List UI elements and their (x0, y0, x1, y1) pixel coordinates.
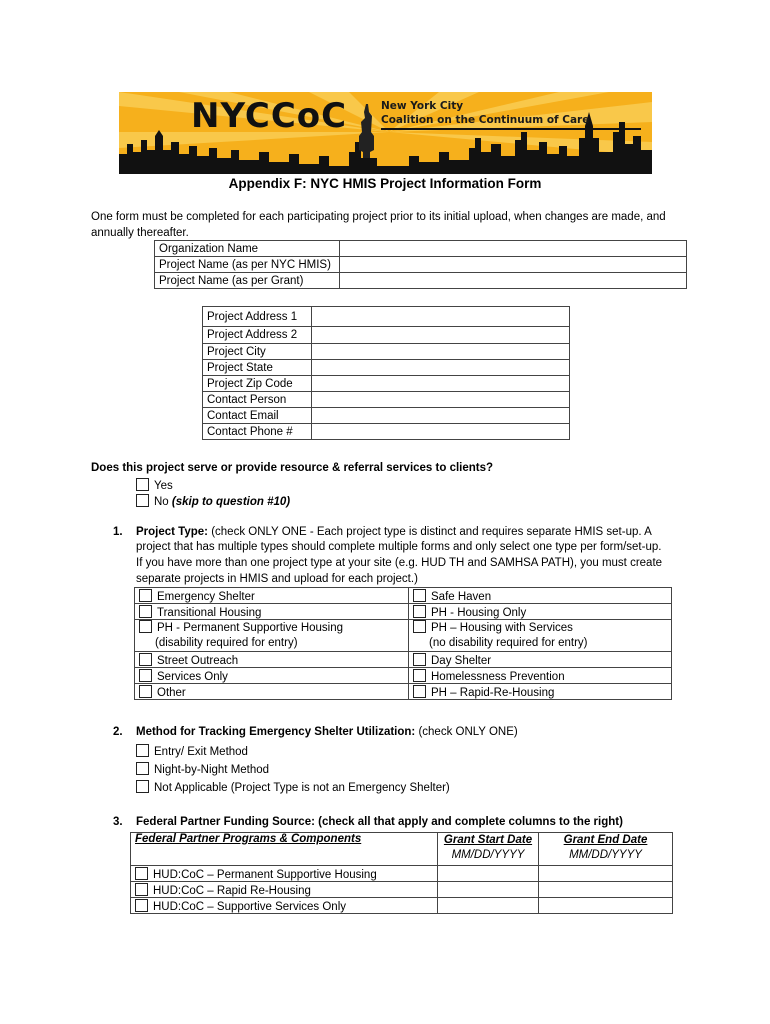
address-table (202, 306, 570, 440)
question-label: Method for Tracking Emergency Shelter Utilization: (136, 726, 416, 738)
grant-end-date-input[interactable] (539, 898, 673, 914)
project-address-2-input[interactable] (312, 327, 570, 344)
column-header-label: Grant Start Date (443, 834, 533, 846)
grant-start-date-input[interactable] (438, 882, 539, 898)
table-row (203, 376, 570, 392)
table-row (135, 684, 672, 700)
organization-table (154, 240, 687, 289)
q1-header (136, 526, 652, 538)
field-label: Project Name (as per NYC HMIS) (155, 257, 340, 273)
checkbox[interactable] (413, 589, 426, 602)
field-label: Project Zip Code (203, 376, 312, 392)
project-type-option[interactable] (409, 588, 672, 604)
project-type-option[interactable] (135, 668, 409, 684)
field-label: Project Address 2 (203, 327, 312, 344)
grant-end-date-input[interactable] (539, 866, 673, 882)
option-label: Emergency Shelter (157, 590, 255, 603)
checkbox[interactable] (139, 685, 152, 698)
field-label: Organization Name (155, 241, 340, 257)
project-type-option[interactable] (409, 604, 672, 620)
grant-start-date-input[interactable] (438, 898, 539, 914)
table-row (131, 898, 673, 914)
tracking-method-option[interactable] (136, 780, 450, 794)
page-title: Appendix F: NYC HMIS Project Information Form (228, 176, 542, 191)
option-sublabel: (disability required for entry) (155, 637, 298, 649)
logo-wordmark: NYCCoC (191, 96, 348, 136)
project-type-option[interactable] (409, 668, 672, 684)
project-zip-input[interactable] (312, 376, 570, 392)
project-type-option[interactable] (409, 684, 672, 700)
referral-no-option[interactable] (136, 494, 290, 508)
referral-yes-option[interactable] (136, 478, 173, 492)
funding-program-option[interactable] (131, 866, 438, 882)
field-label: Project Address 1 (203, 307, 312, 327)
table-row (131, 866, 673, 882)
question-label: Project Type: (136, 526, 208, 538)
option-label: Transitional Housing (157, 606, 262, 619)
checkbox[interactable] (413, 669, 426, 682)
table-row (203, 408, 570, 424)
column-header (539, 833, 673, 866)
date-format-hint: MM/DD/YYYY (569, 849, 642, 861)
option-label: Yes (154, 480, 173, 492)
referral-question: Does this project serve or provide resource & referral services to clients? (91, 462, 494, 474)
checkbox[interactable] (413, 605, 426, 618)
question-text: If you have more than one project type at your site (e.g. HUD TH and SAMHSA PATH), you must create (136, 557, 663, 569)
checkbox[interactable] (136, 478, 149, 491)
project-type-option[interactable] (135, 588, 409, 604)
question-note: (check ONLY ONE) (418, 726, 518, 738)
table-row (203, 360, 570, 376)
field-label: Project City (203, 344, 312, 360)
option-label: HUD:CoC – Rapid Re-Housing (153, 884, 311, 897)
funding-source-table (130, 832, 673, 914)
option-label: Homelessness Prevention (431, 670, 565, 683)
table-row (155, 257, 687, 273)
funding-program-option[interactable] (131, 882, 438, 898)
grant-start-date-input[interactable] (438, 866, 539, 882)
option-label: PH - Permanent Supportive Housing (157, 622, 344, 634)
field-label: Contact Person (203, 392, 312, 408)
option-label: PH – Rapid-Re-Housing (431, 686, 555, 699)
field-label: Project Name (as per Grant) (155, 273, 340, 289)
table-row (135, 620, 672, 652)
checkbox[interactable] (413, 653, 426, 666)
checkbox[interactable] (139, 589, 152, 602)
checkbox[interactable] (139, 620, 152, 633)
date-format-hint: MM/DD/YYYY (451, 849, 525, 861)
checkbox[interactable] (139, 653, 152, 666)
funding-program-option[interactable] (131, 898, 438, 914)
field-label: Contact Email (203, 408, 312, 424)
question-number: 2. (113, 726, 123, 738)
table-row (135, 604, 672, 620)
project-type-option[interactable] (135, 620, 409, 652)
project-address-1-input[interactable] (312, 307, 570, 327)
checkbox[interactable] (413, 685, 426, 698)
table-row (135, 652, 672, 668)
checkbox[interactable] (136, 762, 149, 775)
option-label: HUD:CoC – Supportive Services Only (153, 900, 347, 913)
table-row (203, 424, 570, 440)
checkbox[interactable] (139, 669, 152, 682)
option-label: Entry/ Exit Method (154, 746, 248, 758)
contact-person-input[interactable] (312, 392, 570, 408)
question-text: separate projects in HMIS and upload for each project.) (136, 573, 418, 585)
organization-name-input[interactable] (340, 241, 687, 257)
option-label: No (154, 496, 169, 508)
table-row (203, 327, 570, 344)
checkbox[interactable] (136, 494, 149, 507)
table-row (203, 307, 570, 327)
project-name-grant-input[interactable] (340, 273, 687, 289)
table-row (155, 273, 687, 289)
table-header-row (131, 833, 673, 866)
option-label: Not Applicable (Project Type is not an Emergency Shelter) (154, 782, 450, 794)
question-number: 1. (113, 526, 123, 538)
grant-end-date-input[interactable] (539, 882, 673, 898)
intro-text: One form must be completed for each participating project prior to its initial upload, when changes are made, and annually thereafter. (91, 211, 666, 239)
option-label: Services Only (157, 670, 228, 683)
checkbox[interactable] (136, 780, 149, 793)
option-label: PH - Housing Only (431, 606, 527, 619)
tracking-method-option[interactable] (136, 744, 248, 758)
project-city-input[interactable] (312, 344, 570, 360)
project-type-option[interactable] (409, 620, 672, 652)
table-row (155, 241, 687, 257)
table-row (203, 344, 570, 360)
question-label: Federal Partner Funding Source: (check all that apply and complete columns to the right) (136, 816, 623, 828)
project-type-option[interactable] (135, 684, 409, 700)
q2-header (136, 726, 518, 738)
field-label: Contact Phone # (203, 424, 312, 440)
table-row (135, 668, 672, 684)
table-row (135, 588, 672, 604)
option-sublabel: (no disability required for entry) (429, 637, 588, 649)
table-row (131, 882, 673, 898)
contact-email-input[interactable] (312, 408, 570, 424)
column-header-label: Federal Partner Programs & Components (135, 833, 362, 845)
option-label: PH – Housing with Services (431, 622, 573, 634)
column-header-label: Grant End Date (563, 834, 648, 846)
project-name-hmis-input[interactable] (340, 257, 687, 273)
project-type-table (134, 587, 672, 700)
option-label: Night-by-Night Method (154, 764, 270, 776)
checkbox[interactable] (136, 744, 149, 757)
tracking-method-option[interactable] (136, 762, 269, 776)
org-name-line1: New York City (381, 100, 464, 112)
checkbox[interactable] (139, 605, 152, 618)
question-number: 3. (113, 816, 123, 828)
skip-note: (skip to question #10) (171, 496, 291, 508)
project-type-option[interactable] (135, 652, 409, 668)
option-label: Safe Haven (431, 590, 492, 603)
checkbox[interactable] (135, 867, 148, 880)
project-state-input[interactable] (312, 360, 570, 376)
checkbox[interactable] (135, 899, 148, 912)
option-label: Day Shelter (431, 654, 492, 667)
option-label: HUD:CoC – Permanent Supportive Housing (153, 868, 377, 881)
column-header (438, 833, 539, 866)
project-type-option[interactable] (135, 604, 409, 620)
org-name-line2: Coalition on the Continuum of Care (381, 114, 590, 126)
project-type-option[interactable] (409, 652, 672, 668)
checkbox[interactable] (135, 883, 148, 896)
table-row (203, 392, 570, 408)
option-label: Other (157, 686, 186, 699)
option-label: Street Outreach (157, 654, 239, 667)
checkbox[interactable] (413, 620, 426, 633)
question-text: (check ONLY ONE - Each project type is distinct and requires separate HMIS set-up. A (211, 526, 652, 538)
contact-phone-input[interactable] (312, 424, 570, 440)
question-text: project that has multiple types should complete multiple forms and only select one type per form/set-up. (136, 541, 662, 553)
field-label: Project State (203, 360, 312, 376)
header-banner (119, 92, 652, 174)
column-header (131, 833, 438, 866)
